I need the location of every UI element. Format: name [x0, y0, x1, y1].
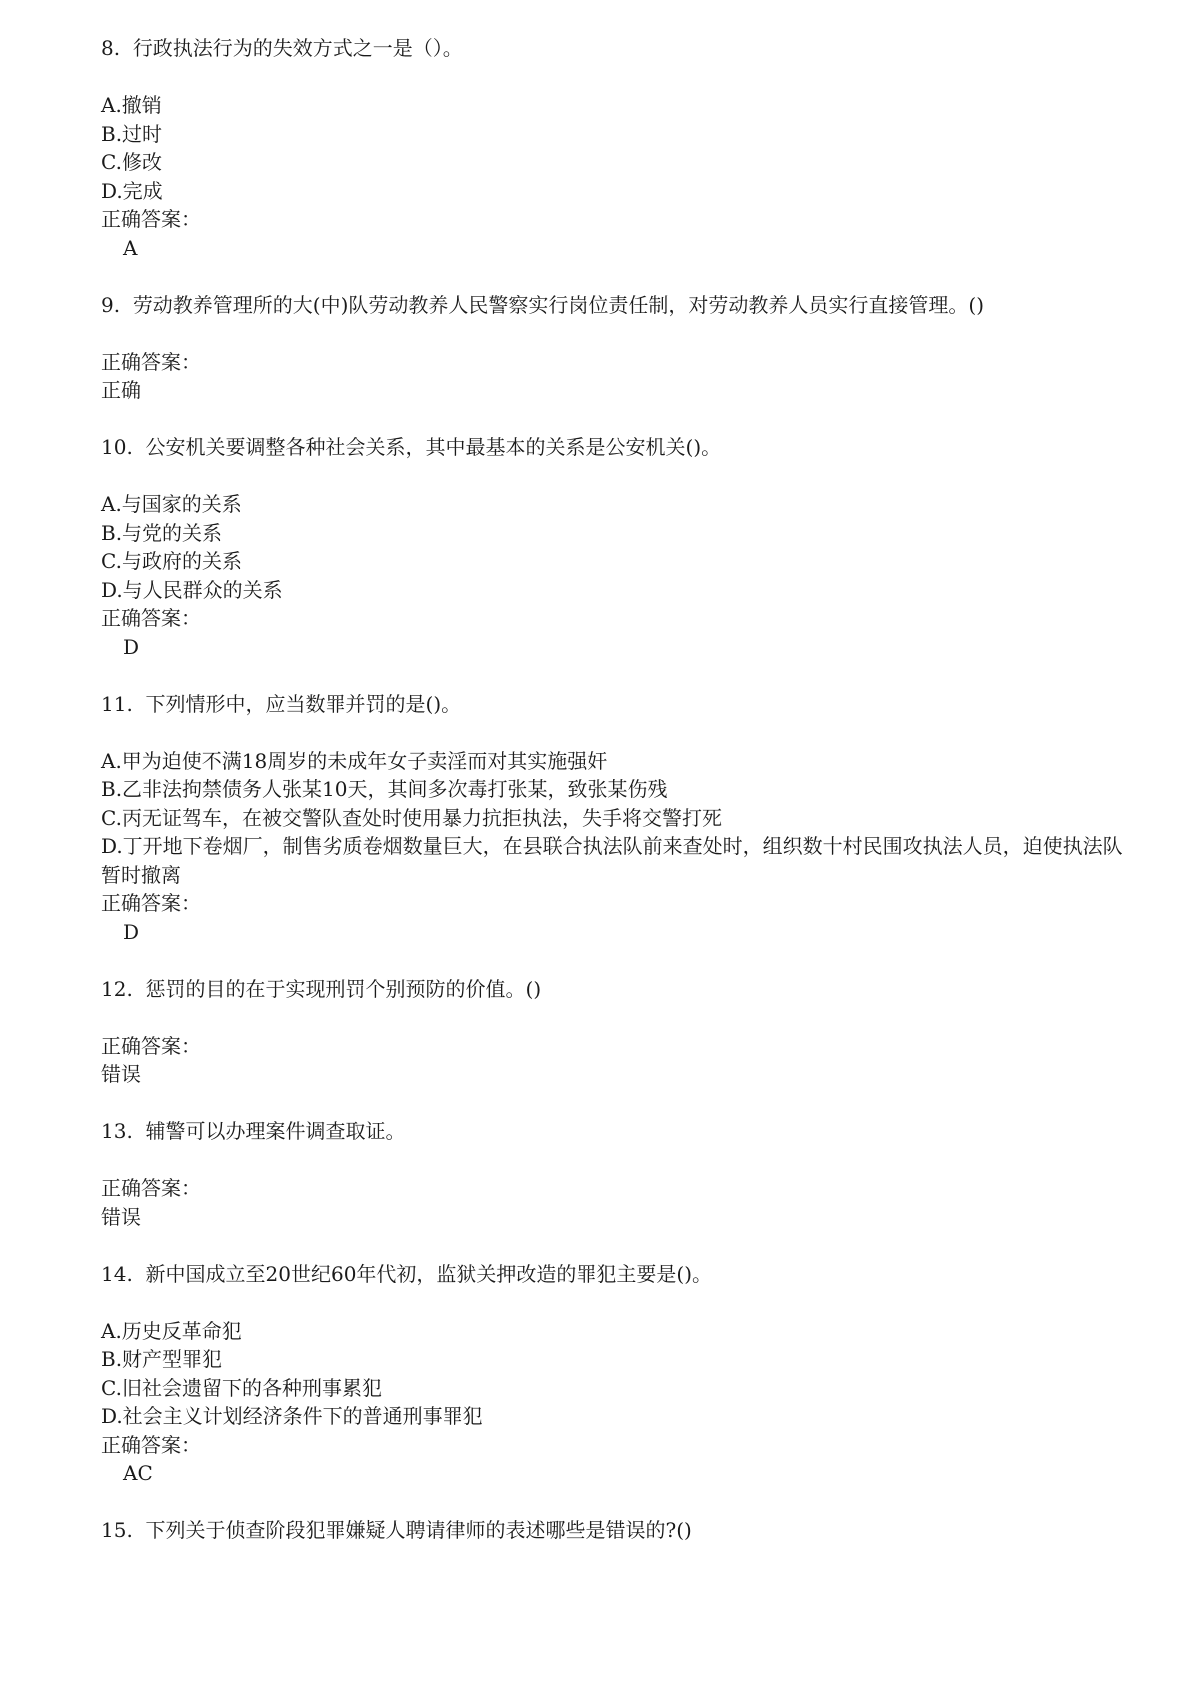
question-number: 15. — [101, 1518, 133, 1542]
answer-value: D — [123, 634, 140, 659]
question-title — [101, 34, 1141, 63]
question-text: 下列关于侦查阶段犯罪嫌疑人聘请律师的表述哪些是错误的?() — [145, 1518, 692, 1542]
answer-label: 正确答案： — [101, 891, 201, 915]
question-title — [101, 1260, 1141, 1289]
question-text: 下列情形中，应当数罪并罚的是()。 — [145, 691, 462, 716]
option-d: D.与人民群众的关系 — [101, 577, 283, 602]
question-number: 12. — [101, 976, 133, 1001]
question-9 — [101, 291, 1141, 405]
question-number: 14. — [101, 1261, 133, 1286]
answer-value: 错误 — [101, 1062, 141, 1086]
option-b: B.财产型罪犯 — [101, 1347, 223, 1371]
exam-page — [101, 34, 1141, 1573]
question-text: 惩罚的目的在于实现刑罚个别预防的价值。() — [145, 976, 542, 1001]
option-b: B.过时 — [101, 121, 163, 146]
answer-value: D — [123, 919, 140, 944]
answer-label: 正确答案： — [101, 207, 201, 231]
question-text: 劳动教养管理所的大(中)队劳动教养人民警察实行岗位责任制，对劳动教养人员实行直接管理。() — [132, 292, 985, 317]
answer-label: 正确答案： — [101, 1033, 201, 1058]
question-title — [101, 975, 1141, 1004]
option-b: B.乙非法拘禁债务人张某10天，其间多次毒打张某，致张某伤残 — [101, 777, 668, 801]
question-text: 公安机关要调整各种社会关系，其中最基本的关系是公安机关()。 — [145, 435, 722, 459]
question-14 — [101, 1260, 1141, 1488]
question-number: 13. — [101, 1119, 133, 1143]
question-text: 辅警可以办理案件调查取证。 — [145, 1119, 406, 1143]
option-a: A.历史反革命犯 — [101, 1318, 242, 1343]
question-number: 11. — [101, 691, 133, 716]
option-c: C.修改 — [101, 150, 162, 174]
question-15 — [101, 1516, 1141, 1545]
answer-label: 正确答案： — [101, 1432, 201, 1457]
answer-label: 正确答案： — [101, 606, 201, 630]
option-c: C.丙无证驾车，在被交警队查处时使用暴力抗拒执法，失手将交警打死 — [101, 805, 722, 830]
question-title — [101, 1516, 1141, 1545]
question-number: 10. — [101, 435, 133, 459]
question-text: 行政执法行为的失效方式之一是（）。 — [132, 36, 463, 60]
question-12 — [101, 975, 1141, 1089]
question-title — [101, 291, 1141, 320]
answer-value: 正确 — [101, 378, 141, 402]
question-13 — [101, 1117, 1141, 1231]
answer-value: A — [123, 235, 138, 260]
option-a: A.甲为迫使不满18周岁的未成年女子卖淫而对其实施强奸 — [101, 748, 608, 773]
option-a: A.与国家的关系 — [101, 492, 242, 516]
option-a: A.撤销 — [101, 93, 162, 117]
option-c: C.旧社会遗留下的各种刑事累犯 — [101, 1375, 382, 1400]
question-11 — [101, 690, 1141, 947]
option-d: D.完成 — [101, 178, 163, 203]
option-b: B.与党的关系 — [101, 520, 223, 545]
option-d: D.社会主义计划经济条件下的普通刑事罪犯 — [101, 1404, 483, 1428]
question-title — [101, 690, 1141, 719]
question-8 — [101, 34, 1141, 262]
answer-value: 错误 — [101, 1204, 141, 1229]
option-d: D.丁开地下卷烟厂，制售劣质卷烟数量巨大，在县联合执法队前来查处时，组织数十村民围攻执法人员，迫使执法队暂时撤离 — [101, 834, 1123, 887]
option-c: C.与政府的关系 — [101, 549, 242, 573]
question-title — [101, 1117, 1141, 1146]
answer-label: 正确答案： — [101, 1176, 201, 1200]
question-title — [101, 433, 1141, 462]
question-number: 8. — [101, 36, 121, 60]
answer-value: AC — [123, 1461, 153, 1485]
question-10 — [101, 433, 1141, 661]
answer-label: 正确答案： — [101, 349, 201, 374]
question-text: 新中国成立至20世纪60年代初，监狱关押改造的罪犯主要是()。 — [145, 1261, 713, 1286]
question-number: 9. — [101, 292, 121, 317]
